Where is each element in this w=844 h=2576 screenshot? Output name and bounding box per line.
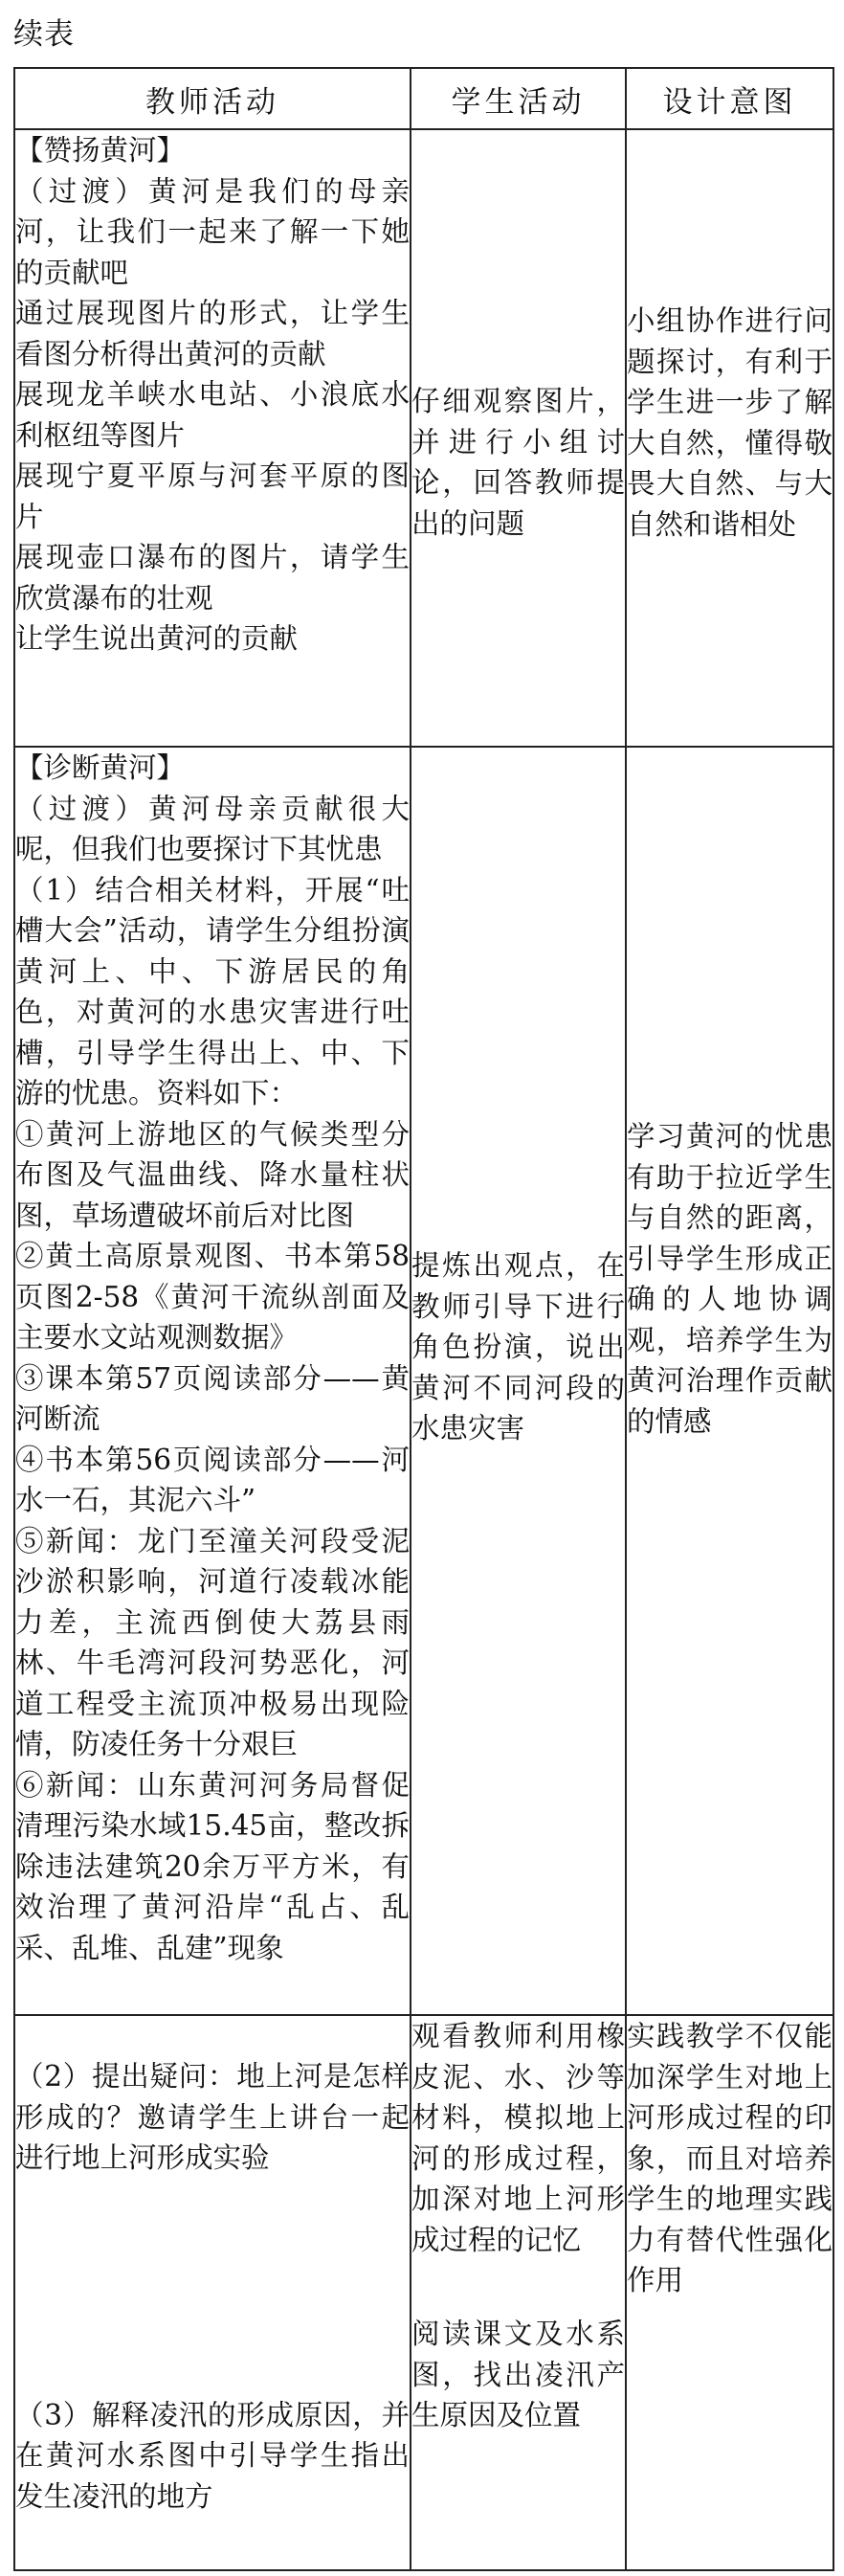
lesson-plan-table bbox=[13, 67, 834, 2571]
intent-text: 实践教学不仅能加深学生对地上河形成过程的印象，而且对培养学生的地理实践力有替代性强化作用 bbox=[627, 2020, 833, 2296]
student-cell-3 bbox=[411, 2015, 626, 2570]
header-intent: 设计意图 bbox=[626, 68, 833, 129]
intent-cell-1 bbox=[626, 129, 833, 747]
table-row bbox=[14, 747, 833, 2015]
teacher-line: ⑥新闻：山东黄河河务局督促清理污染水域15.45亩，整改拆除违法建筑20余万平方米，有效治理了黄河沿岸“乱占、乱采、乱堆、乱建”现象 bbox=[15, 1768, 410, 1964]
teacher-line: （1）结合相关材料，开展“吐槽大会”活动，请学生分组扮演黄河上、中、下游居民的角色，对黄河的水患灾害进行吐槽，引导学生得出上、中、下游的忧患。资料如下： bbox=[15, 873, 410, 1109]
table-caption: 续表 bbox=[13, 17, 75, 52]
student-text: 阅读课文及水系图，找出凌汛产生原因及位置 bbox=[411, 2318, 625, 2431]
teacher-line: （过渡）黄河是我们的母亲河，让我们一起来了解一下她的贡献吧 bbox=[15, 174, 410, 289]
teacher-cell-3 bbox=[14, 2015, 411, 2570]
header-row bbox=[14, 68, 833, 129]
intent-cell-3 bbox=[626, 2015, 833, 2570]
student-cell-2 bbox=[411, 747, 626, 2015]
teacher-line: ④书本第56页阅读部分——河水一石，其泥六斗” bbox=[15, 1443, 410, 1516]
teacher-line: （2）提出疑问：地上河是怎样形成的？邀请学生上讲台一起进行地上河形成实验 bbox=[15, 2060, 410, 2174]
teacher-line: 让学生说出黄河的贡献 bbox=[15, 622, 299, 655]
intent-cell-2 bbox=[626, 747, 833, 2015]
student-cell-1 bbox=[411, 129, 626, 747]
teacher-line: ①黄河上游地区的气候类型分布图及气温曲线、降水量柱状图，草场遭破坏前后对比图 bbox=[15, 1117, 410, 1232]
student-text: 观看教师利用橡皮泥、水、沙等材料，模拟地上河的形成过程，加深对地上河形成过程的记忆 bbox=[411, 2020, 625, 2256]
student-text: 仔细观察图片，并进行小组讨论，回答教师提出的问题 bbox=[411, 385, 625, 540]
table-row bbox=[14, 2015, 833, 2570]
teacher-line: 展现壶口瀑布的图片，请学生欣赏瀑布的壮观 bbox=[15, 541, 410, 615]
header-teacher: 教师活动 bbox=[14, 68, 411, 129]
teacher-line: ③课本第57页阅读部分——黄河断流 bbox=[15, 1361, 410, 1435]
intent-text: 小组协作进行问题探讨，有利于学生进一步了解大自然，懂得敬畏大自然、与大自然和谐相处 bbox=[627, 304, 833, 541]
teacher-line: 展现龙羊峡水电站、小浪底水利枢纽等图片 bbox=[15, 378, 410, 452]
teacher-line: 展现宁夏平原与河套平原的图片 bbox=[15, 459, 410, 533]
header-student: 学生活动 bbox=[411, 68, 626, 129]
student-text: 提炼出观点，在教师引导下进行角色扮演，说出黄河不同河段的水患灾害 bbox=[411, 1249, 625, 1445]
teacher-line: （过渡）黄河母亲贡献很大呢，但我们也要探讨下其忧患 bbox=[15, 792, 410, 865]
teacher-line: ②黄土高原景观图、书本第58页图2-58《黄河干流纵剖面及主要水文站观测数据》 bbox=[15, 1240, 410, 1354]
teacher-line: （3）解释凌汛的形成原因，并在黄河水系图中引导学生指出发生凌汛的地方 bbox=[15, 2398, 410, 2513]
section-title: 【赞扬黄河】 bbox=[15, 134, 186, 167]
intent-text: 学习黄河的忧患有助于拉近学生与自然的距离，引导学生形成正确的人地协调观，培养学生为黄河治理作贡献的情感 bbox=[627, 1120, 833, 1438]
teacher-cell-1 bbox=[14, 129, 411, 747]
teacher-line: 通过展现图片的形式，让学生看图分析得出黄河的贡献 bbox=[15, 297, 410, 370]
teacher-line: ⑤新闻：龙门至潼关河段受泥沙淤积影响，河道行凌载冰能力差，主流西倒使大荔县雨林、牛毛湾河段河势恶化，河道工程受主流顶冲极易出现险情，防凌任务十分艰巨 bbox=[15, 1524, 410, 1760]
teacher-cell-2 bbox=[14, 747, 411, 2015]
table-row bbox=[14, 129, 833, 747]
section-title: 【诊断黄河】 bbox=[15, 751, 186, 784]
